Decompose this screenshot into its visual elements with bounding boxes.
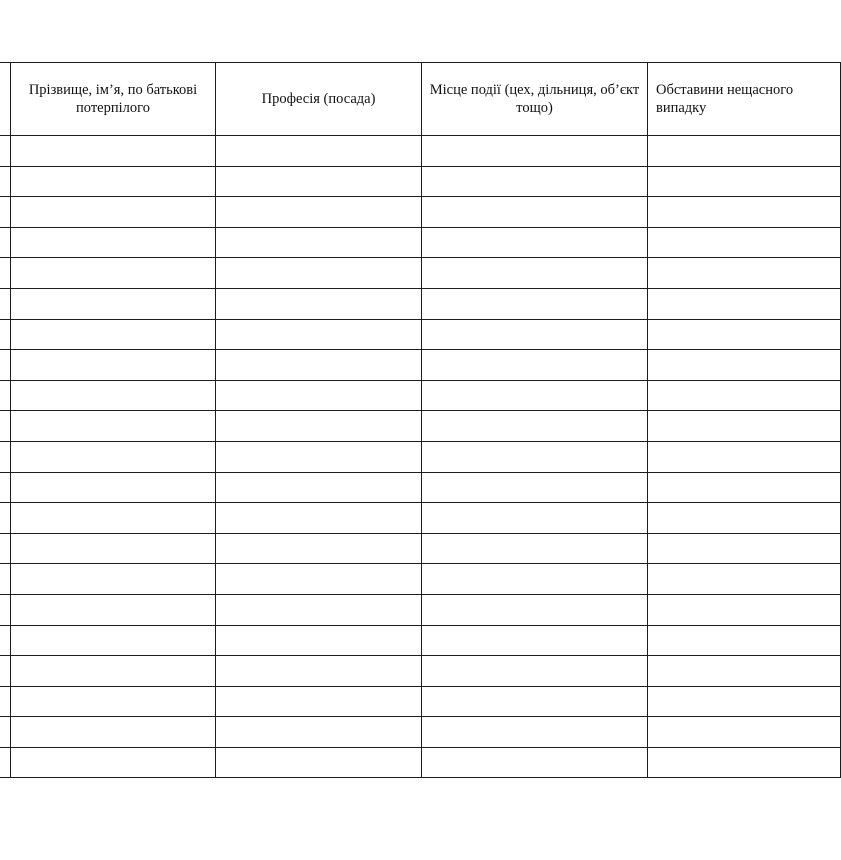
table-row (0, 686, 841, 717)
cell-profession (216, 441, 422, 472)
cell-circumstances (648, 380, 841, 411)
cell-victim-name (11, 656, 216, 687)
cell-place (422, 350, 648, 381)
cell-victim-name (11, 564, 216, 595)
table-row (0, 166, 841, 197)
cell-profession (216, 564, 422, 595)
cell-circumstances (648, 136, 841, 167)
cell-place (422, 533, 648, 564)
table-row (0, 472, 841, 503)
cell-number (0, 717, 11, 748)
table-row (0, 625, 841, 656)
cell-number (0, 533, 11, 564)
cell-number (0, 503, 11, 534)
table-row (0, 197, 841, 228)
table-row (0, 227, 841, 258)
cell-victim-name (11, 441, 216, 472)
cell-number (0, 625, 11, 656)
cell-profession (216, 288, 422, 319)
cell-circumstances (648, 441, 841, 472)
cell-number (0, 136, 11, 167)
cell-victim-name (11, 625, 216, 656)
cell-place (422, 319, 648, 350)
cell-victim-name (11, 503, 216, 534)
table-row (0, 319, 841, 350)
cell-profession (216, 747, 422, 778)
cell-victim-name (11, 747, 216, 778)
cell-place (422, 380, 648, 411)
cell-circumstances (648, 411, 841, 442)
header-number (0, 63, 11, 136)
cell-victim-name (11, 258, 216, 289)
cell-place (422, 441, 648, 472)
cell-profession (216, 533, 422, 564)
table-row (0, 717, 841, 748)
cell-place (422, 717, 648, 748)
table-row (0, 747, 841, 778)
cell-profession (216, 717, 422, 748)
cell-place (422, 472, 648, 503)
cell-number (0, 747, 11, 778)
table-row (0, 503, 841, 534)
table-row (0, 258, 841, 289)
header-place: Місце події (цех, дільниця, об’єкт тощо) (422, 63, 648, 136)
cell-place (422, 197, 648, 228)
cell-place (422, 656, 648, 687)
cell-place (422, 625, 648, 656)
cell-circumstances (648, 166, 841, 197)
cell-profession (216, 472, 422, 503)
cell-number (0, 564, 11, 595)
cell-victim-name (11, 166, 216, 197)
header-profession: Професія (посада) (216, 63, 422, 136)
cell-circumstances (648, 258, 841, 289)
cell-profession (216, 380, 422, 411)
cell-profession (216, 686, 422, 717)
cell-circumstances (648, 594, 841, 625)
table-body (0, 136, 841, 778)
cell-profession (216, 656, 422, 687)
cell-place (422, 564, 648, 595)
table-row (0, 411, 841, 442)
cell-circumstances (648, 747, 841, 778)
cell-victim-name (11, 533, 216, 564)
cell-victim-name (11, 594, 216, 625)
cell-number (0, 380, 11, 411)
cell-number (0, 227, 11, 258)
cell-circumstances (648, 564, 841, 595)
cell-circumstances (648, 656, 841, 687)
cell-number (0, 258, 11, 289)
cell-place (422, 503, 648, 534)
header-circumstances: Обставини нещасного випадку (648, 63, 841, 136)
cell-victim-name (11, 197, 216, 228)
cell-number (0, 197, 11, 228)
cell-number (0, 166, 11, 197)
cell-profession (216, 625, 422, 656)
cell-profession (216, 350, 422, 381)
cell-victim-name (11, 319, 216, 350)
table-row (0, 441, 841, 472)
cell-circumstances (648, 350, 841, 381)
cell-profession (216, 258, 422, 289)
table-row (0, 288, 841, 319)
cell-circumstances (648, 533, 841, 564)
cell-place (422, 288, 648, 319)
table-row (0, 594, 841, 625)
cell-circumstances (648, 472, 841, 503)
cell-profession (216, 197, 422, 228)
cell-number (0, 472, 11, 503)
cell-victim-name (11, 380, 216, 411)
cell-victim-name (11, 288, 216, 319)
cell-place (422, 136, 648, 167)
cell-number (0, 441, 11, 472)
cell-victim-name (11, 350, 216, 381)
cell-victim-name (11, 686, 216, 717)
table-header-row (0, 63, 841, 136)
cell-circumstances (648, 503, 841, 534)
cell-profession (216, 136, 422, 167)
table-row (0, 136, 841, 167)
header-victim-name: Прізвище, ім’я, по батькові потерпілого (11, 63, 216, 136)
cell-circumstances (648, 625, 841, 656)
cell-place (422, 686, 648, 717)
cell-place (422, 411, 648, 442)
cell-place (422, 258, 648, 289)
cell-victim-name (11, 136, 216, 167)
cell-circumstances (648, 197, 841, 228)
cell-number (0, 594, 11, 625)
cell-victim-name (11, 717, 216, 748)
cell-number (0, 319, 11, 350)
cell-victim-name (11, 472, 216, 503)
cell-place (422, 747, 648, 778)
cell-profession (216, 411, 422, 442)
cell-place (422, 166, 648, 197)
cell-place (422, 594, 648, 625)
cell-profession (216, 319, 422, 350)
cell-circumstances (648, 227, 841, 258)
cell-circumstances (648, 686, 841, 717)
cell-victim-name (11, 227, 216, 258)
cell-victim-name (11, 411, 216, 442)
cell-number (0, 350, 11, 381)
cell-profession (216, 227, 422, 258)
cell-number (0, 656, 11, 687)
cell-circumstances (648, 717, 841, 748)
cell-circumstances (648, 319, 841, 350)
table-row (0, 564, 841, 595)
accident-registration-table (0, 62, 841, 778)
table-row (0, 533, 841, 564)
cell-profession (216, 166, 422, 197)
cell-number (0, 686, 11, 717)
cell-number (0, 411, 11, 442)
cell-place (422, 227, 648, 258)
cell-profession (216, 503, 422, 534)
table-row (0, 350, 841, 381)
cell-circumstances (648, 288, 841, 319)
table-row (0, 380, 841, 411)
cell-number (0, 288, 11, 319)
table-row (0, 656, 841, 687)
cell-profession (216, 594, 422, 625)
